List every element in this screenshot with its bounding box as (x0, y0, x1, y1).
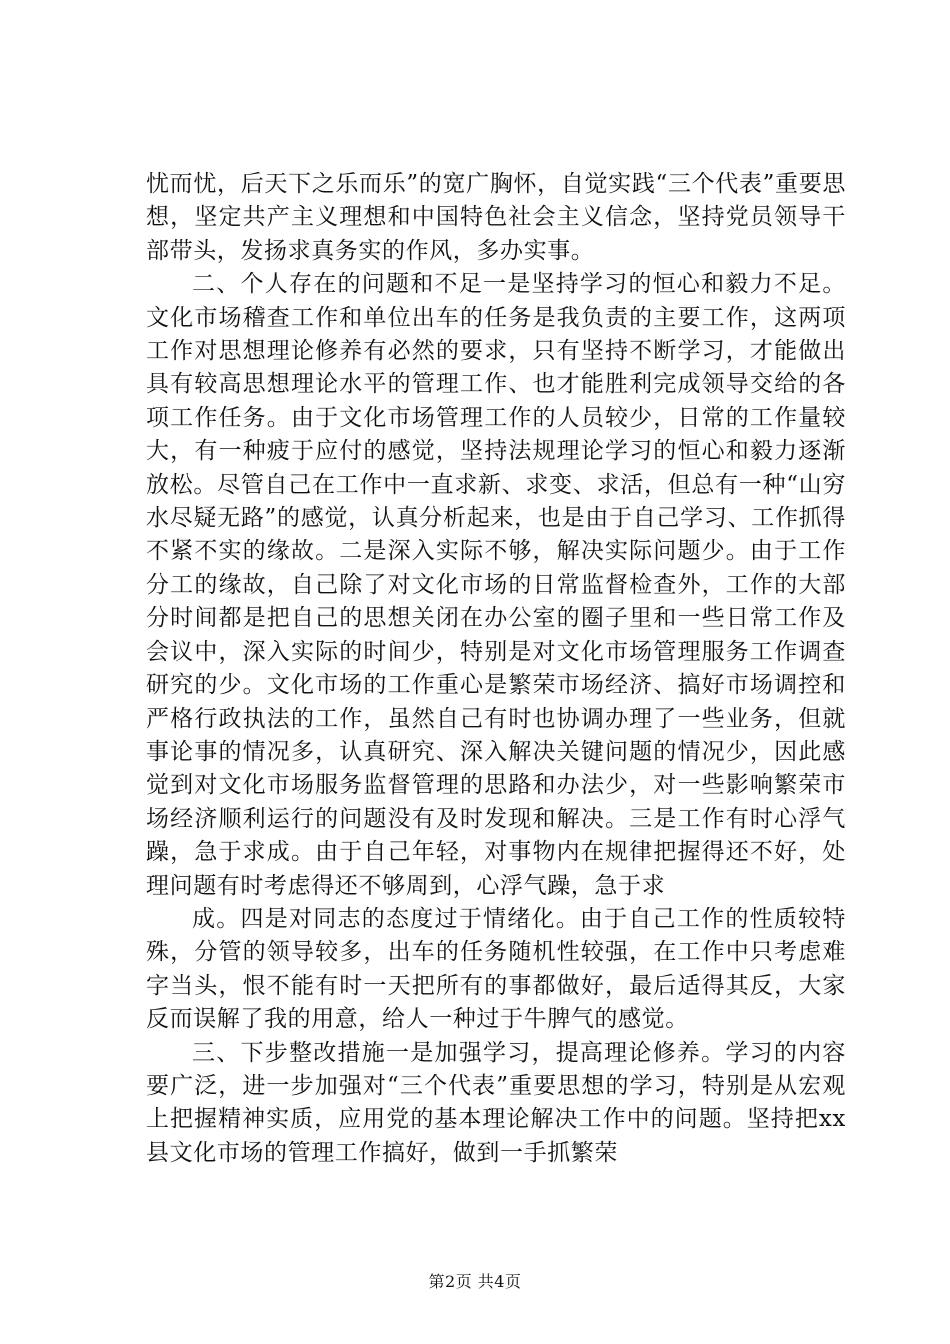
paragraph-rectification-measures: 三、下步整改措施一是加强学习，提高理论修养。学习的内容要广泛，进一步加强对“三个代表”重要思想的学习，特别是从宏观上把握精神实质，应用党的基本理论解决工作中的问题。坚持把xx县文化市场的管理工作搞好，做到一手抓繁荣 (146, 1039, 846, 1166)
paragraph-problems-continued: 成。四是对同志的态度过于情绪化。由于自己工作的性质较特殊，分管的领导较多，出车的任务随机性较强，在工作中只考虑难字当头，恨不能有时一天把所有的事都做好，最后适得其反，大家反而误解了我的用意，给人一种过于牛脾气的感觉。 (146, 905, 846, 1033)
paragraph-problems: 二、个人存在的问题和不足一是坚持学习的恒心和毅力不足。文化市场稽查工作和单位出车的任务是我负责的主要工作，这两项工作对思想理论修养有必然的要求，只有坚持不断学习，才能做出具有较高思想理论水平的管理工作、也才能胜利完成领导交给的各项工作任务。由于文化市场管理工作的人员较少，日常的工作量较大，有一种疲于应付的感觉，坚持法规理论学习的恒心和毅力逐渐放松。尽管自己在工作中一直求新、求变、求活，但总有一种“山穷水尽疑无路”的感觉，认真分析起来，也是由于自己学习、工作抓得不紧不实的缘故。二是深入实际不够，解决实际问题少。由于工作分工的缘故，自己除了对文化市场的日常监督检查外，工作的大部分时间都是把自己的思想关闭在办公室的圈子里和一些日常工作及会议中，深入实际的时间少，特别是对文化市场管理服务工作调查研究的少。文化市场的工作重心是繁荣市场经济、搞好市场调控和严格行政执法的工作，虽然自己有时也协调办理了一些业务，但就事论事的情况多，认真研究、深入解决关键问题的情况少，因此感觉到对文化市场服务监督管理的思路和办法少，对一些影响繁荣市场经济顺利运行的问题没有及时发现和解决。三是工作有时心浮气躁，急于求成。由于自己年轻，对事物内在规律把握得还不好，处理问题有时考虑得还不够周到，心浮气躁，急于求 (146, 271, 846, 899)
page-number-footer: 第2页 共4页 (428, 1272, 522, 1291)
paragraph-continuation: 忧而忧，后天下之乐而乐”的宽广胸怀，自觉实践“三个代表”重要思想，坚定共产主义理想和中国特色社会主义信念，坚持党员领导干部带头，发扬求真务实的作风，多办实事。 (146, 171, 846, 264)
document-body (146, 168, 846, 1170)
